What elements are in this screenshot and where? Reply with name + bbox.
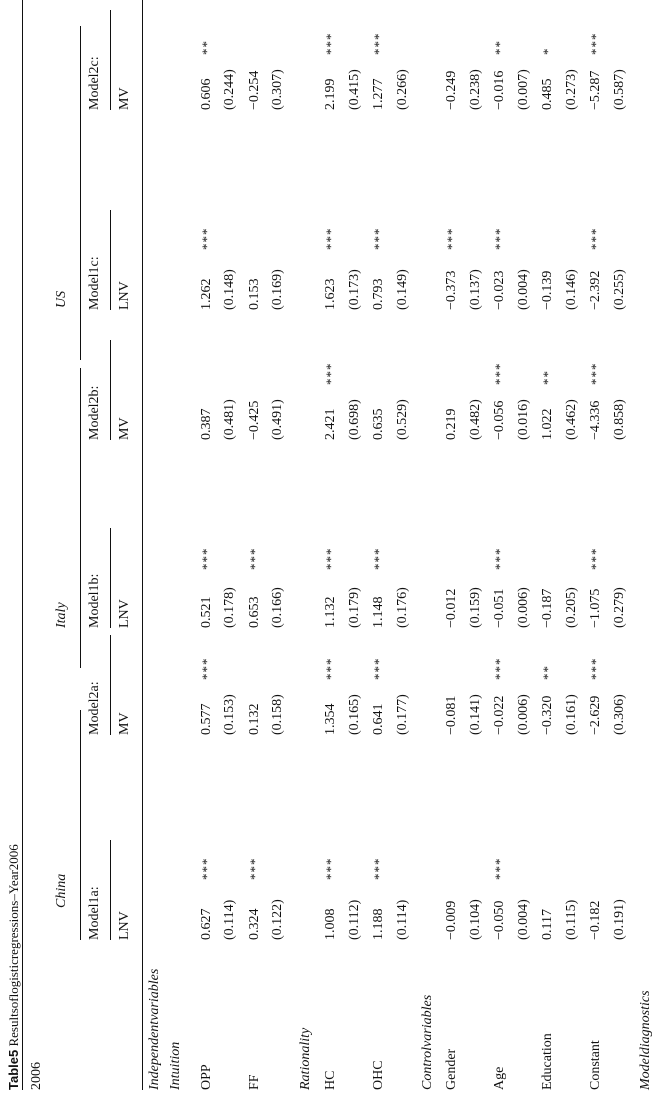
coef-education-6: 0.485 <box>540 78 555 110</box>
coef-opp-6: 0.606 <box>199 78 214 110</box>
coef-ohc-5: 0.793 <box>371 278 386 310</box>
se-opp-5: (0.148) <box>222 269 237 310</box>
dep-var-header-1: LNV <box>117 911 132 940</box>
country-header-us: US <box>54 290 69 308</box>
coef-constant-3: −1.075 <box>588 588 603 628</box>
model-rule-1 <box>110 840 111 940</box>
se-age-6: (0.007) <box>516 69 531 110</box>
coef-ohc-6: 1.277 <box>371 78 386 110</box>
coef-opp-3: 0.521 <box>199 596 214 628</box>
dep-var-header-3: LNV <box>117 599 132 628</box>
se-constant-3: (0.279) <box>612 587 627 628</box>
se-constant-6: (0.587) <box>612 69 627 110</box>
stars-hc-1: *** <box>323 857 338 880</box>
row-label-age: Age <box>492 1066 507 1090</box>
stars-age-5: *** <box>492 227 507 250</box>
se-ff-4: (0.491) <box>270 399 285 440</box>
stars-hc-2: *** <box>323 657 338 680</box>
coef-ff-6: −0.254 <box>247 70 262 110</box>
section-diagnostics: Modeldiagnostics <box>638 990 653 1090</box>
row-label-opp: OPP <box>199 1064 214 1090</box>
se-ff-1: (0.122) <box>270 899 285 940</box>
stars-ff-3: *** <box>247 547 262 570</box>
coef-hc-6: 2.199 <box>323 78 338 110</box>
se-education-4: (0.462) <box>564 399 579 440</box>
stars-constant-2: *** <box>588 657 603 680</box>
model-rule-6 <box>110 10 111 110</box>
row-label-constant: Constant <box>588 1040 603 1090</box>
stars-gender-5: *** <box>444 227 459 250</box>
stars-age-3: *** <box>492 547 507 570</box>
stars-constant-6: *** <box>588 32 603 55</box>
coef-ff-2: 0.132 <box>247 703 262 735</box>
table-label: Table5 <box>6 1049 21 1090</box>
se-ff-5: (0.169) <box>270 269 285 310</box>
coef-hc-4: 2.421 <box>323 408 338 440</box>
se-education-6: (0.273) <box>564 69 579 110</box>
coef-ff-1: 0.324 <box>247 908 262 940</box>
se-gender-2: (0.141) <box>468 694 483 735</box>
stars-opp-3: *** <box>199 547 214 570</box>
dep-var-header-2: MV <box>117 712 132 735</box>
coef-constant-1: −0.182 <box>588 900 603 940</box>
stars-constant-5: *** <box>588 227 603 250</box>
row-label-ohc: OHC <box>371 1060 386 1090</box>
coef-constant-2: −2.629 <box>588 695 603 735</box>
row-label-hc: HC <box>323 1070 338 1090</box>
coef-constant-6: −5.287 <box>588 70 603 110</box>
se-ohc-4: (0.529) <box>395 399 410 440</box>
coef-age-2: −0.022 <box>492 695 507 735</box>
section-rationality: Rationality <box>298 1027 313 1090</box>
country-rule-us <box>80 26 81 360</box>
coef-age-5: −0.023 <box>492 270 507 310</box>
header-rule <box>142 0 143 1090</box>
coef-opp-4: 0.387 <box>199 408 214 440</box>
se-hc-4: (0.698) <box>347 399 362 440</box>
se-age-1: (0.004) <box>516 899 531 940</box>
coef-ff-5: 0.153 <box>247 278 262 310</box>
stars-hc-5: *** <box>323 227 338 250</box>
stars-hc-3: *** <box>323 547 338 570</box>
model-header-5: Model1c: <box>87 256 102 310</box>
stars-hc-4: *** <box>323 362 338 385</box>
stars-ohc-5: *** <box>371 227 386 250</box>
stars-age-4: *** <box>492 362 507 385</box>
se-hc-5: (0.173) <box>347 269 362 310</box>
model-header-4: Model2b: <box>87 385 102 440</box>
se-education-3: (0.205) <box>564 587 579 628</box>
se-hc-3: (0.179) <box>347 587 362 628</box>
coef-education-1: 0.117 <box>540 909 555 940</box>
coef-hc-3: 1.132 <box>323 596 338 628</box>
country-rule-italy <box>80 368 81 668</box>
se-education-2: (0.161) <box>564 694 579 735</box>
coef-gender-1: −0.009 <box>444 900 459 940</box>
se-opp-6: (0.244) <box>222 69 237 110</box>
se-age-2: (0.006) <box>516 694 531 735</box>
coef-ohc-3: 1.148 <box>371 596 386 628</box>
coef-gender-6: −0.249 <box>444 70 459 110</box>
se-education-1: (0.115) <box>564 899 579 940</box>
se-gender-3: (0.159) <box>468 587 483 628</box>
top-rule <box>22 0 23 1090</box>
dep-var-header-6: MV <box>117 87 132 110</box>
row-label-gender: Gender <box>444 1048 459 1090</box>
se-ff-6: (0.307) <box>270 69 285 110</box>
model-header-1: Model1a: <box>87 886 102 940</box>
stars-ff-1: *** <box>247 857 262 880</box>
stars-age-1: *** <box>492 857 507 880</box>
stars-age-2: *** <box>492 657 507 680</box>
coef-education-4: 1.022 <box>540 408 555 440</box>
stars-opp-2: *** <box>199 657 214 680</box>
se-constant-5: (0.255) <box>612 269 627 310</box>
coef-ohc-2: 0.641 <box>371 703 386 735</box>
stars-opp-6: ** <box>199 40 214 55</box>
coef-age-6: −0.016 <box>492 70 507 110</box>
se-ohc-6: (0.266) <box>395 69 410 110</box>
se-ohc-5: (0.149) <box>395 269 410 310</box>
stars-opp-1: *** <box>199 857 214 880</box>
se-hc-1: (0.112) <box>347 899 362 940</box>
se-constant-2: (0.306) <box>612 694 627 735</box>
se-constant-1: (0.191) <box>612 899 627 940</box>
se-education-5: (0.146) <box>564 269 579 310</box>
row-label-ff: FF <box>247 1074 262 1090</box>
coef-ohc-1: 1.188 <box>371 908 386 940</box>
model-rule-4 <box>110 340 111 440</box>
se-gender-4: (0.482) <box>468 399 483 440</box>
coef-education-5: −0.139 <box>540 270 555 310</box>
year-label: 2006 <box>29 1062 44 1090</box>
se-constant-4: (0.858) <box>612 399 627 440</box>
se-gender-5: (0.137) <box>468 269 483 310</box>
coef-gender-4: 0.219 <box>444 408 459 440</box>
model-rule-3 <box>110 528 111 628</box>
model-header-6: Model2c: <box>87 56 102 110</box>
coef-opp-1: 0.627 <box>199 908 214 940</box>
coef-education-2: −0.320 <box>540 695 555 735</box>
country-header-italy: Italy <box>54 602 69 628</box>
section-control: Controlvariables <box>420 994 435 1090</box>
coef-hc-1: 1.008 <box>323 908 338 940</box>
se-hc-2: (0.165) <box>347 694 362 735</box>
se-opp-1: (0.114) <box>222 899 237 940</box>
coef-ohc-4: 0.635 <box>371 408 386 440</box>
se-ohc-3: (0.176) <box>395 587 410 628</box>
stars-age-6: ** <box>492 40 507 55</box>
coef-hc-2: 1.354 <box>323 703 338 735</box>
model-rule-2 <box>110 635 111 735</box>
stars-ohc-3: *** <box>371 547 386 570</box>
coef-age-4: −0.056 <box>492 400 507 440</box>
se-ff-2: (0.158) <box>270 694 285 735</box>
coef-hc-5: 1.623 <box>323 278 338 310</box>
se-ohc-1: (0.114) <box>395 899 410 940</box>
coef-gender-3: −0.012 <box>444 588 459 628</box>
coef-opp-2: 0.577 <box>199 703 214 735</box>
stars-constant-4: *** <box>588 362 603 385</box>
coef-gender-5: −0.373 <box>444 270 459 310</box>
table-caption <box>6 844 22 1090</box>
coef-opp-5: 1.262 <box>199 278 214 310</box>
dep-var-header-5: LNV <box>117 281 132 310</box>
coef-constant-4: −4.336 <box>588 400 603 440</box>
se-age-5: (0.004) <box>516 269 531 310</box>
se-opp-3: (0.178) <box>222 587 237 628</box>
se-hc-6: (0.415) <box>347 69 362 110</box>
coef-gender-2: −0.081 <box>444 695 459 735</box>
coef-ff-4: −0.425 <box>247 400 262 440</box>
coef-age-1: −0.050 <box>492 900 507 940</box>
coef-education-3: −0.187 <box>540 588 555 628</box>
se-age-3: (0.006) <box>516 587 531 628</box>
stars-ohc-1: *** <box>371 857 386 880</box>
country-header-china: China <box>54 873 69 908</box>
row-label-education: Education <box>540 1033 555 1090</box>
se-ohc-2: (0.177) <box>395 694 410 735</box>
model-header-3: Model1b: <box>87 573 102 628</box>
coef-constant-5: −2.392 <box>588 270 603 310</box>
country-rule-china <box>80 710 81 940</box>
model-header-2: Model2a: <box>87 681 102 735</box>
se-opp-2: (0.153) <box>222 694 237 735</box>
stars-ohc-2: *** <box>371 657 386 680</box>
se-age-4: (0.016) <box>516 399 531 440</box>
se-gender-1: (0.104) <box>468 899 483 940</box>
stars-ohc-6: *** <box>371 32 386 55</box>
se-gender-6: (0.238) <box>468 69 483 110</box>
coef-ff-3: 0.653 <box>247 596 262 628</box>
section-independent: Independentvariables <box>147 968 162 1090</box>
stars-education-4: ** <box>540 370 555 385</box>
stars-education-6: * <box>540 47 555 55</box>
dep-var-header-4: MV <box>117 417 132 440</box>
se-opp-4: (0.481) <box>222 399 237 440</box>
section-intuition: Intuition <box>168 1041 183 1090</box>
coef-age-3: −0.051 <box>492 588 507 628</box>
se-ff-3: (0.166) <box>270 587 285 628</box>
stars-constant-3: *** <box>588 547 603 570</box>
model-rule-5 <box>110 210 111 310</box>
stars-education-2: ** <box>540 665 555 680</box>
stars-opp-5: *** <box>199 227 214 250</box>
table-caption-text: Resultsoflogisticregressions–Year2006 <box>6 844 21 1047</box>
stars-hc-6: *** <box>323 32 338 55</box>
